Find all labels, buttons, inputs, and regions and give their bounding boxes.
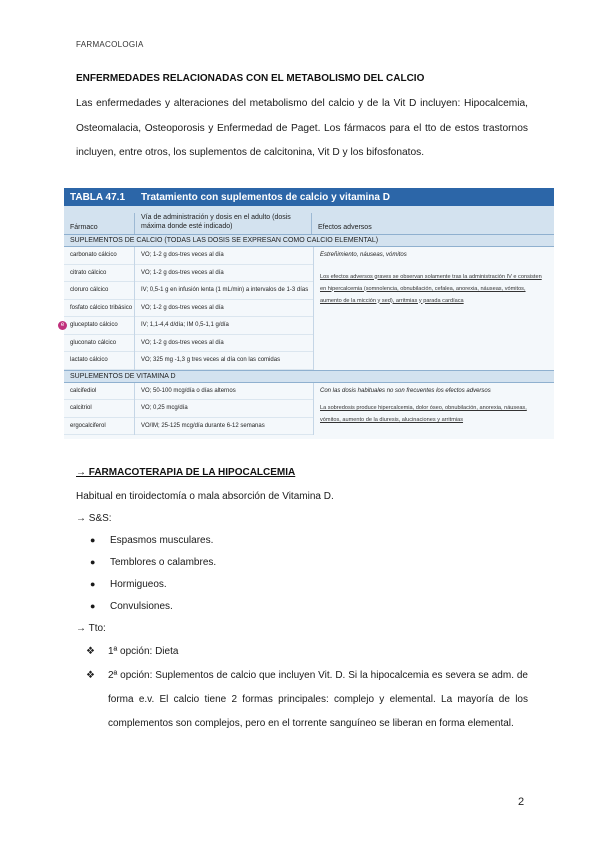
bullet-icon: ● — [90, 601, 96, 611]
route-column — [134, 247, 314, 370]
drug-cell: calcitriol — [64, 400, 134, 418]
list-item — [86, 664, 528, 736]
route-cell: VO; 0,25 mcg/día — [135, 400, 313, 418]
drug-cell: lactato cálcico — [64, 352, 134, 370]
effects-column — [314, 247, 554, 370]
route-column — [134, 383, 314, 436]
table-title: Tratamiento con suplementos de calcio y vitamina D — [141, 191, 390, 203]
tto-label: → Tto: — [76, 623, 106, 634]
drug-cell: fosfato cálcico tribásico — [64, 300, 134, 318]
symptom-text: Temblores o calambres. — [110, 556, 217, 568]
route-cell: VO/IM; 25-125 mcg/día durante 6-12 semanas — [135, 418, 313, 436]
drug-column — [64, 383, 134, 436]
effects-long: La sobredosis produce hipercalcemia, dolor óseo, obnubilación, anorexia, náuseas, vómitos, aumento de la diuresis, alucinaciones y arritmias — [320, 405, 527, 423]
route-cell: VO; 1-2 g dos-tres veces al día — [135, 265, 313, 283]
table-number: TABLA 47.1 — [70, 191, 126, 203]
drug-cell: gluconato cálcico — [64, 335, 134, 353]
effects-short: Estreñimiento, náuseas, vómitos — [320, 252, 407, 258]
effects-long: Los efectos adversos graves se observan solamente tras la administración IV e consisten en hipercalcemia (somnolencia, obnubilación, cefalea, anorexia, náuseas, vómitos, aumento de la micción y sed), arritmias y parada cardíaca — [320, 273, 542, 304]
drug-cell: cloruro cálcico — [64, 282, 134, 300]
calcium-table — [60, 188, 554, 439]
table-header-row — [64, 206, 554, 235]
header-route: Vía de administración y dosis en el adulto (dosis máxima donde esté indicado) — [134, 213, 312, 234]
group-body-calcium — [60, 247, 554, 370]
effects-short: Con las dosis habituales no son frecuentes los efectos adversos — [320, 387, 491, 394]
drug-column — [60, 247, 134, 370]
list-item — [90, 529, 216, 551]
effects-column — [314, 383, 554, 436]
drug-cell: calcifediol — [64, 383, 134, 401]
drug-cell: ergocalciferol — [64, 418, 134, 436]
header-effects: Efectos adversos — [318, 224, 372, 231]
symptom-text: Espasmos musculares. — [110, 534, 214, 546]
treatment-options — [86, 640, 528, 736]
route-cell: VO; 50-100 mcg/día o días alternos — [135, 383, 313, 401]
table-title-bar — [64, 188, 554, 206]
group-header-calcium: SUPLEMENTOS DE CALCIO (TODAS LAS DOSIS SE EXPRESAN COMO CALCIO ELEMENTAL) — [64, 235, 554, 247]
symptom-text: Convulsiones. — [110, 600, 173, 612]
drug-cell: carbonato cálcico — [64, 247, 134, 265]
intro-paragraph: Las enfermedades y alteraciones del metabolismo del calcio y de la Vit D incluyen: Hipocalcemia, Osteomalacia, Osteoporosis y Enfermedad de Paget. Los fármacos para el tto de estos trastornos incluyen, entre otros, los suplementos de calcitonina, Vit D y los bifosfonatos. — [76, 98, 528, 158]
diamond-bullet-icon: ❖ — [86, 646, 95, 657]
margin-marker-icon: e — [58, 321, 67, 330]
group-header-vitamin-d: SUPLEMENTOS DE VITAMINA D — [64, 370, 554, 383]
drug-name: gluceptato cálcico — [70, 322, 118, 328]
header-drug: Fármaco — [70, 224, 98, 231]
group-body-vitamin-d — [64, 383, 554, 436]
list-item — [90, 595, 216, 617]
subsection-title: → FARMACOTERAPIA DE LA HIPOCALCEMIA — [76, 467, 296, 478]
section-title: ENFERMEDADES RELACIONADAS CON EL METABOLISMO DEL CALCIO — [76, 73, 425, 84]
list-item — [90, 573, 216, 595]
list-item — [90, 551, 216, 573]
bullet-icon: ● — [90, 557, 96, 567]
bullet-icon: ● — [90, 579, 96, 589]
route-cell: IV; 1,1-4,4 d/día; IM 0,5-1,1 g/día — [135, 317, 313, 335]
option-text: 2ª opción: Suplementos de calcio que incluyen Vit. D. Si la hipocalcemia es severa se adm. de forma e.v. El calcio tiene 2 formas principales: complejo y elemental. La mayoría de los complementos son complejos, pero en el torrente sanguíneo se liberan en forma elemental. — [108, 670, 528, 729]
list-item — [86, 640, 528, 664]
option-text: 1ª opción: Dieta — [108, 646, 179, 657]
habitual-text: Habitual en tiroidectomía o mala absorción de Vitamina D. — [76, 491, 334, 502]
symptom-text: Hormigueos. — [110, 578, 167, 590]
diamond-bullet-icon: ❖ — [86, 670, 95, 681]
drug-cell: citrato cálcico — [64, 265, 134, 283]
route-cell: VO; 325 mg -1,3 g tres veces al día con las comidas — [135, 352, 313, 370]
route-cell: IV; 0,5-1 g en infusión lenta (1 mL/min) a intervalos de 1-3 días — [135, 282, 313, 300]
page-number: 2 — [518, 796, 525, 808]
route-cell: VO; 1-2 g dos-tres veces al día — [135, 247, 313, 265]
bullet-icon: ● — [90, 535, 96, 545]
symptom-list — [90, 529, 216, 617]
drug-cell — [60, 317, 134, 335]
ss-label: → S&S: — [76, 513, 112, 524]
running-header: FARMACOLOGIA — [76, 40, 144, 49]
route-cell: VO; 1-2 g dos-tres veces al día — [135, 300, 313, 318]
route-cell: VO; 1-2 g dos-tres veces al día — [135, 335, 313, 353]
